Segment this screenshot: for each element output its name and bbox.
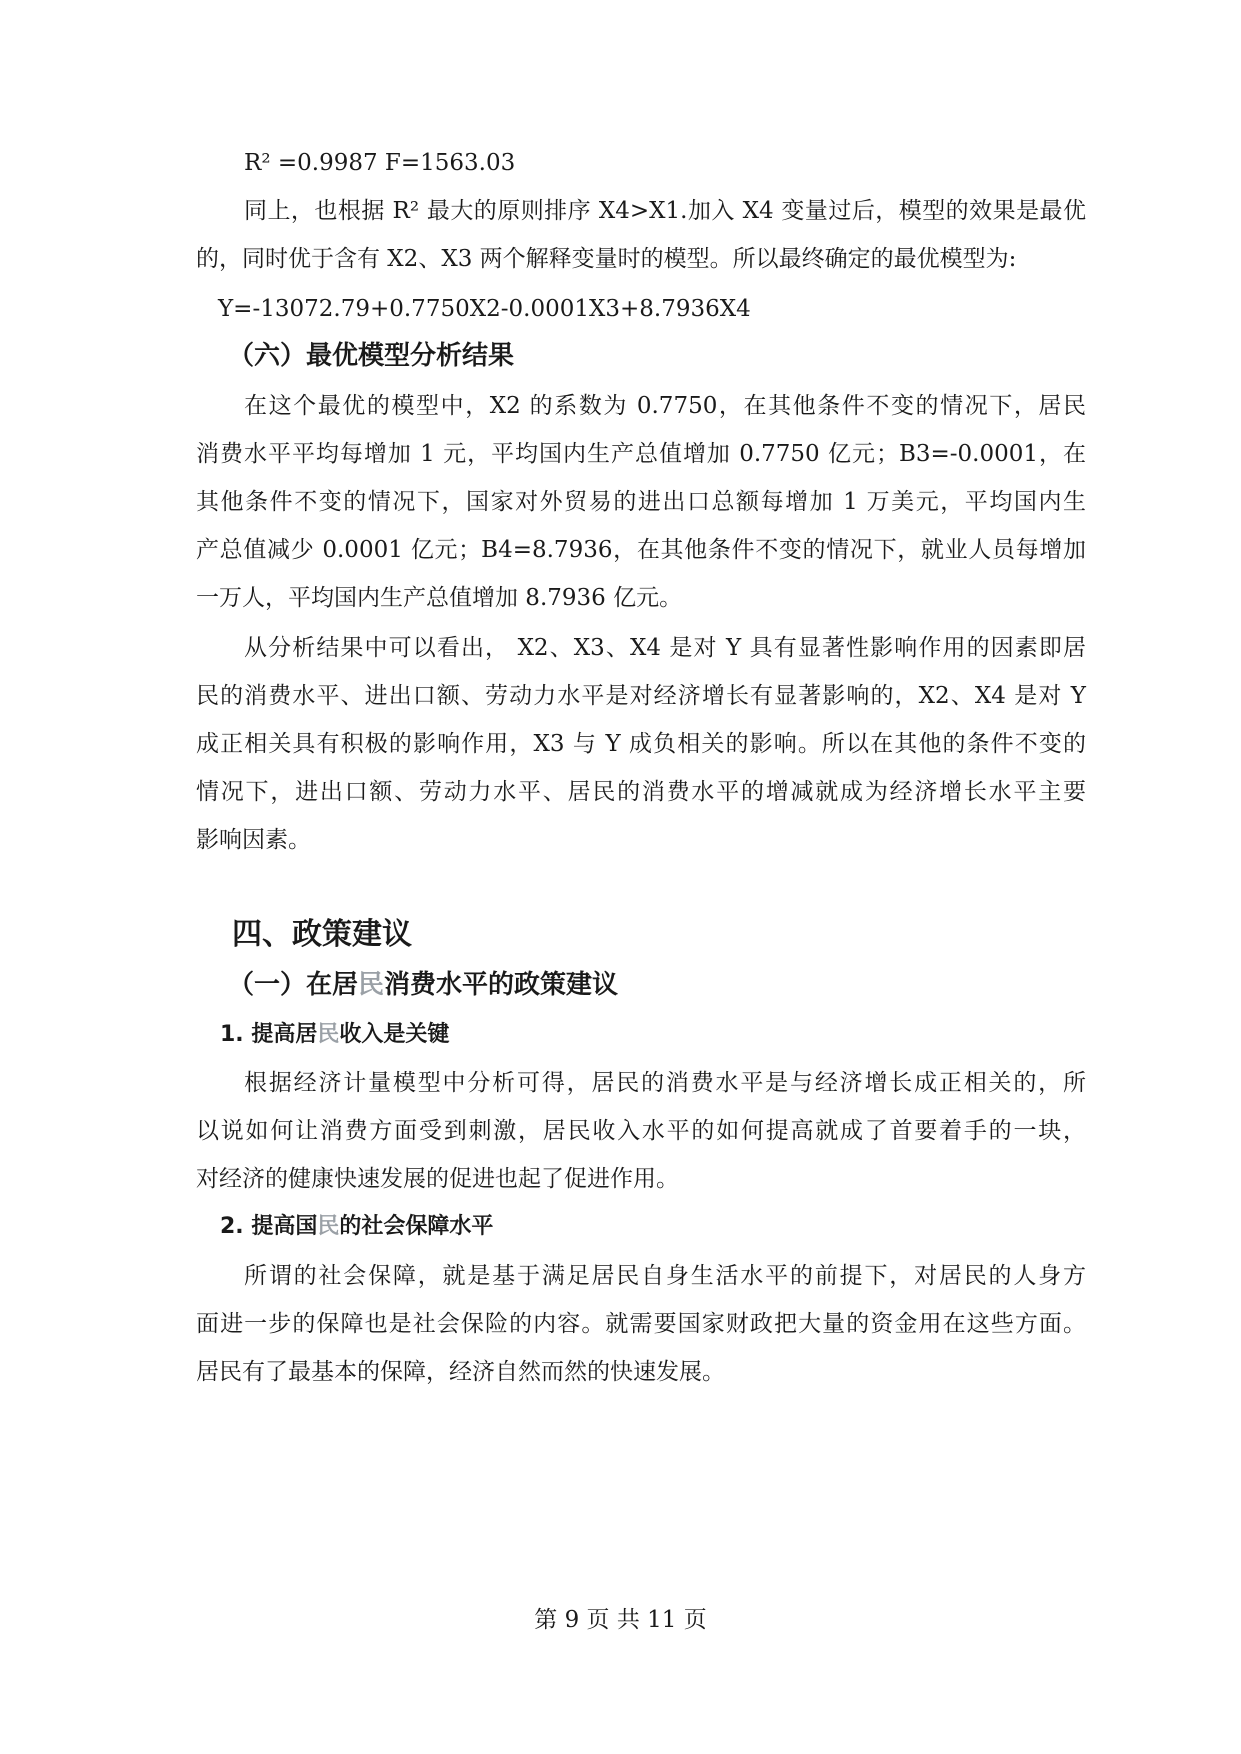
paragraph-line: 面进一步的保障也是社会保险的内容。就需要国家财政把大量的资金用在这些方面。 <box>196 1311 1086 1337</box>
paragraph-line: 的，同时优于含有 X2、X3 两个解释变量时的模型。所以最终确定的最优模型为: <box>196 246 1017 272</box>
chapter-heading: 四、政策建议 <box>232 917 412 952</box>
paragraph-line: 对经济的健康快速发展的促进也起了促进作用。 <box>196 1166 679 1192</box>
paragraph-line: 消费水平平均每增加 1 元，平均国内生产总值增加 0.7750 亿元；B3=-0.0001，在 <box>196 441 1086 467</box>
paragraph-line: 以说如何让消费方面受到刺激，居民收入水平的如何提高就成了首要着手的一块， <box>196 1118 1086 1144</box>
paragraph-line: 根据经济计量模型中分析可得，居民的消费水平是与经济增长成正相关的，所 <box>244 1070 1086 1096</box>
item-heading: 2. 提高国民的社会保障水平 <box>220 1214 494 1239</box>
subsection-heading: （一）在居民消费水平的政策建议 <box>228 970 619 1000</box>
paragraph-line: 其他条件不变的情况下，国家对外贸易的进出口总额每增加 1 万美元，平均国内生 <box>196 489 1086 515</box>
formula-stats: R² =0.9987 F=1563.03 <box>244 150 516 176</box>
paragraph-line: 影响因素。 <box>196 827 311 853</box>
paragraph-line: 在这个最优的模型中，X2 的系数为 0.7750，在其他条件不变的情况下，居民 <box>244 393 1086 419</box>
paragraph-line: 一万人，平均国内生产总值增加 8.7936 亿元。 <box>196 585 683 611</box>
paragraph-line: 居民有了最基本的保障，经济自然而然的快速发展。 <box>196 1359 725 1385</box>
final-model-equation: Y=-13072.79+0.7750X2-0.0001X3+8.7936X4 <box>218 296 751 322</box>
paragraph-line: 情况下，进出口额、劳动力水平、居民的消费水平的增减就成为经济增长水平主要 <box>196 779 1086 805</box>
section-heading: （六）最优模型分析结果 <box>228 341 515 371</box>
paragraph-line: 所谓的社会保障，就是基于满足居民自身生活水平的前提下，对居民的人身方 <box>244 1263 1086 1289</box>
item-heading: 1. 提高居民收入是关键 <box>220 1022 450 1047</box>
page-footer: 第 9 页 共 11 页 <box>534 1607 707 1633</box>
paragraph-line: 从分析结果中可以看出， X2、X3、X4 是对 Y 具有显著性影响作用的因素即居 <box>244 635 1086 661</box>
paragraph-line: 同上，也根据 R² 最大的原则排序 X4>X1.加入 X4 变量过后，模型的效果是最优 <box>244 198 1086 224</box>
paragraph-line: 民的消费水平、进出口额、劳动力水平是对经济增长有显著影响的，X2、X4 是对 Y <box>196 683 1086 709</box>
paragraph-line: 成正相关具有积极的影响作用，X3 与 Y 成负相关的影响。所以在其他的条件不变的 <box>196 731 1086 757</box>
paragraph-line: 产总值减少 0.0001 亿元；B4=8.7936，在其他条件不变的情况下，就业人员每增加 <box>196 537 1086 563</box>
